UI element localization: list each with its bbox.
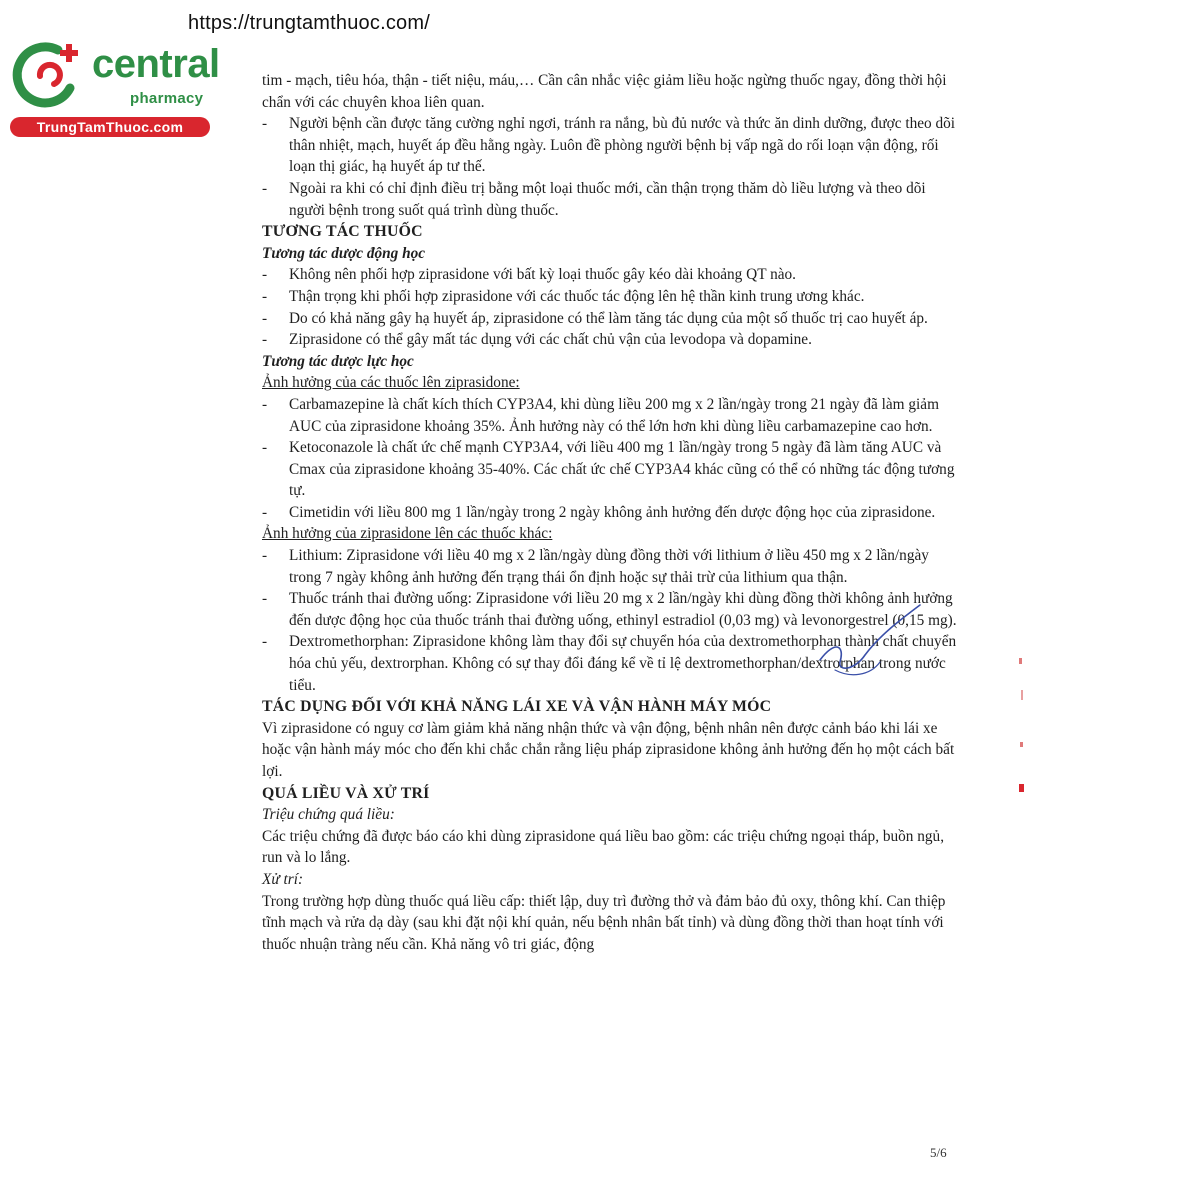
- brand-logo: [10, 38, 220, 138]
- precaution-item: - Người bệnh cần được tăng cường nghỉ ngơi, tránh ra nắng, bù đủ nước và thức ăn dinh dưỡng, được theo dõi thân nhiệt, mạch, huyết áp đều hằng ngày. Luôn đề phòng người bệnh bị vấp ngã do rối loạn vận động, rối loạn thị giác, hạ huyết áp tư thế.: [262, 113, 957, 178]
- subheading-effect-of-ziprasidone: Ảnh hưởng của ziprasidone lên các thuốc khác:: [262, 525, 553, 543]
- section-title-driving: TÁC DỤNG ĐỐI VỚI KHẢ NĂNG LÁI XE VÀ VẬN HÀNH MÁY MÓC: [262, 698, 772, 716]
- overdose-treatment-title: Xử trí:: [262, 870, 304, 888]
- subsection-title-pk: Tương tác dược động học: [262, 244, 426, 262]
- interaction-item: - Ketoconazole là chất ức chế mạnh CYP3A4, với liều 400 mg 1 lần/ngày trong 5 ngày đã làm tăng AUC và Cmax của ziprasidone khoảng 35-40%. Các chất ức chế CYP3A4 khác cũng có thể có những tác động tương tự.: [262, 437, 957, 502]
- overdose-symptoms-title: Triệu chứng quá liều:: [262, 806, 395, 824]
- watermark-url[interactable]: https://trungtamthuoc.com/: [188, 12, 430, 34]
- interaction-item: - Thuốc tránh thai đường uống: Ziprasidone với liều 20 mg x 2 lần/ngày khi dùng đồng thời không ảnh hưởng đến dược động học của thuốc tránh thai đường uống, ethinyl estradiol (0,03 mg) và levonorgestrel (0,15 mg).: [262, 588, 957, 631]
- brand-bar: TrungTamThuoc.com: [10, 117, 210, 137]
- brand-sub: pharmacy: [130, 90, 204, 107]
- interaction-item: - Thận trọng khi phối hợp ziprasidone với các thuốc tác động lên hệ thần kinh trung ương khác.: [262, 286, 957, 308]
- interaction-item: - Do có khả năng gây hạ huyết áp, ziprasidone có thể làm tăng tác dụng của một số thuốc trị cao huyết áp.: [262, 308, 957, 330]
- interaction-item: - Lithium: Ziprasidone với liều 40 mg x 2 lần/ngày dùng đồng thời với lithium ở liều 450 mg x 2 lần/ngày trong 7 ngày không ảnh hưởng đến trạng thái ổn định hoặc sự thải trừ của lithium qua thận.: [262, 545, 957, 588]
- document-body: [262, 70, 957, 955]
- pharmacy-cross-icon: [10, 38, 84, 112]
- section-title-overdose: QUÁ LIỀU VÀ XỬ TRÍ: [262, 784, 430, 802]
- interaction-item: - Ziprasidone có thể gây mất tác dụng với các chất chủ vận của levodopa và dopamine.: [262, 329, 957, 351]
- precaution-item: - Ngoài ra khi có chỉ định điều trị bằng một loại thuốc mới, cần thận trọng thăm dò liều lượng và theo dõi người bệnh trong suốt quá trình dùng thuốc.: [262, 178, 957, 221]
- driving-paragraph: Vì ziprasidone có nguy cơ làm giảm khả năng nhận thức và vận động, bệnh nhân nên được cảnh báo khi lái xe hoặc vận hành máy móc cho đến khi chắc chắn rằng liệu pháp ziprasidone không ảnh hưởng đến họ một cách bất lợi.: [262, 719, 955, 780]
- subheading-effect-on-ziprasidone: Ảnh hưởng của các thuốc lên ziprasidone:: [262, 374, 520, 392]
- page-number: 5/6: [930, 1145, 947, 1160]
- interaction-item: - Không nên phối hợp ziprasidone với bất kỳ loại thuốc gây kéo dài khoảng QT nào.: [262, 264, 957, 286]
- handwritten-signature-mark: [810, 600, 930, 690]
- subsection-title-pd: Tương tác dược lực học: [262, 352, 414, 370]
- brand-name: central: [92, 42, 220, 86]
- continuation-line: tim - mạch, tiêu hóa, thận - tiết niệu, máu,… Cần cân nhắc việc giảm liều hoặc ngừng thuốc ngay, đồng thời hội chẩn với các chuyên khoa liên quan.: [262, 72, 947, 111]
- interaction-item: - Dextromethorphan: Ziprasidone không làm thay đổi sự chuyển hóa của dextromethorphan thành chất chuyển hóa chủ yếu, dextrorphan. Không có sự thay đổi đáng kể về tỉ lệ dextromethorphan/dextrorphan trong nước tiểu.: [262, 631, 957, 696]
- interaction-item: - Carbamazepine là chất kích thích CYP3A4, khi dùng liều 200 mg x 2 lần/ngày trong 21 ngày đã làm giảm AUC của ziprasidone khoảng 35%. Ảnh hưởng này có thể lớn hơn khi dùng liều carbamazepine cao hơn.: [262, 394, 957, 437]
- scan-edge-marks: [1015, 650, 1029, 800]
- section-title-interactions: TƯƠNG TÁC THUỐC: [262, 223, 423, 241]
- overdose-treatment-paragraph: Trong trường hợp dùng thuốc quá liều cấp: thiết lập, duy trì đường thở và đảm bảo đủ oxy, thông khí. Can thiệp tĩnh mạch và rửa dạ dày (sau khi đặt nội khí quản, nếu bệnh nhân bất tỉnh) và dùng đồng thời than hoạt tính với thuốc nhuận tràng nếu cần. Khả năng vô tri giác, động: [262, 892, 946, 953]
- interaction-item: - Cimetidin với liều 800 mg 1 lần/ngày trong 2 ngày không ảnh hưởng đến dược động học của ziprasidone.: [262, 502, 957, 524]
- overdose-symptoms-paragraph: Các triệu chứng đã được báo cáo khi dùng ziprasidone quá liều bao gồm: các triệu chứng ngoại tháp, buồn ngủ, run và lo lắng.: [262, 827, 945, 867]
